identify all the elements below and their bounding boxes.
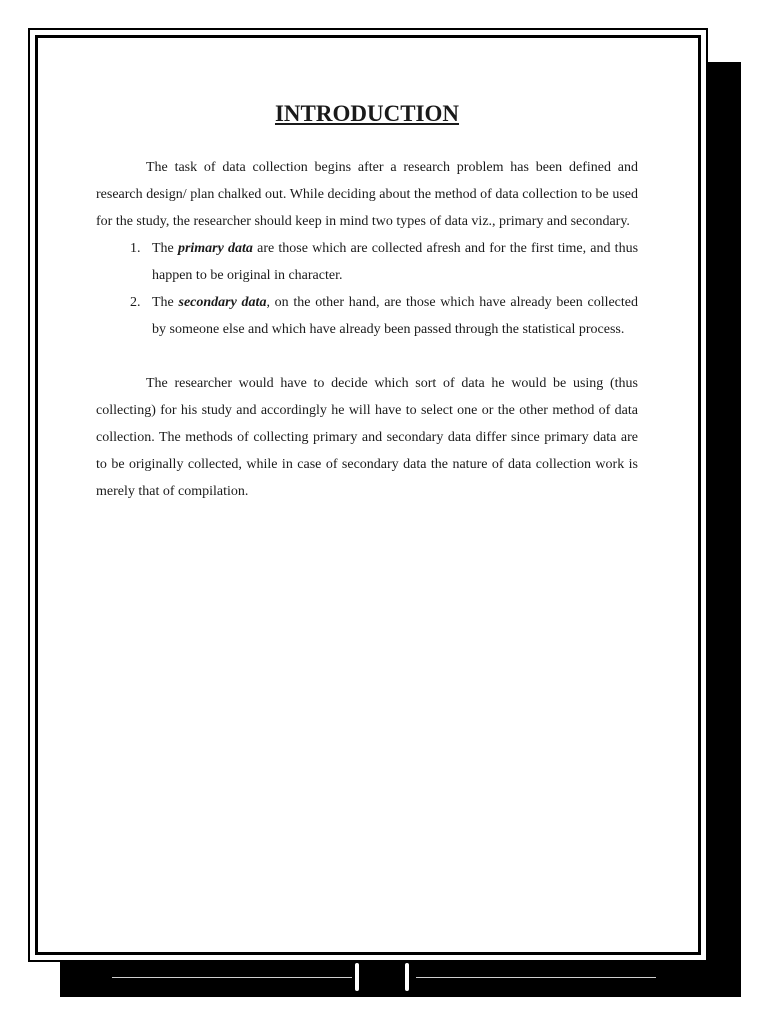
- term-primary-data: primary data: [177, 241, 253, 256]
- list-item-text: , on the other hand, are those which have already been collected by someone else and which have already been passed through the statistical process.: [152, 295, 639, 337]
- list-item-primary-data: [96, 235, 638, 289]
- footer-bracket-left-icon: [355, 963, 359, 991]
- list-item-secondary-data: [96, 289, 638, 343]
- paragraph-spacer: [96, 343, 638, 370]
- page-title: INTRODUCTION: [274, 101, 460, 126]
- data-types-list: [96, 235, 638, 343]
- page-content: [96, 96, 638, 505]
- footer-bracket-right-icon: [405, 963, 409, 991]
- list-item-number: 2.: [130, 295, 141, 310]
- closing-paragraph: The researcher would have to decide which sort of data he would be using (thus collecting) for his study and accordingly he will have to select one or the other method of data collection. The methods of collecting primary and secondary data differ since primary data are to be originally collected, while in case of secondary data the nature of data collection work is merely that of compilation.: [96, 376, 638, 499]
- list-item-lead: The: [152, 241, 174, 256]
- list-item-text: are those which are collected afresh and for the first time, and thus happen to be original in character.: [152, 241, 639, 283]
- footer-rule-right: [416, 977, 656, 978]
- list-item-number: 1.: [130, 241, 141, 256]
- list-item-lead: The: [152, 295, 174, 310]
- term-secondary-data: secondary data: [178, 295, 267, 310]
- footer-rule-left: [112, 977, 352, 978]
- intro-paragraph: The task of data collection begins after a research problem has been defined and research design/ plan chalked out. While deciding about the method of data collection to be used for the study, the researcher should keep in mind two types of data viz., primary and secondary.: [96, 160, 638, 229]
